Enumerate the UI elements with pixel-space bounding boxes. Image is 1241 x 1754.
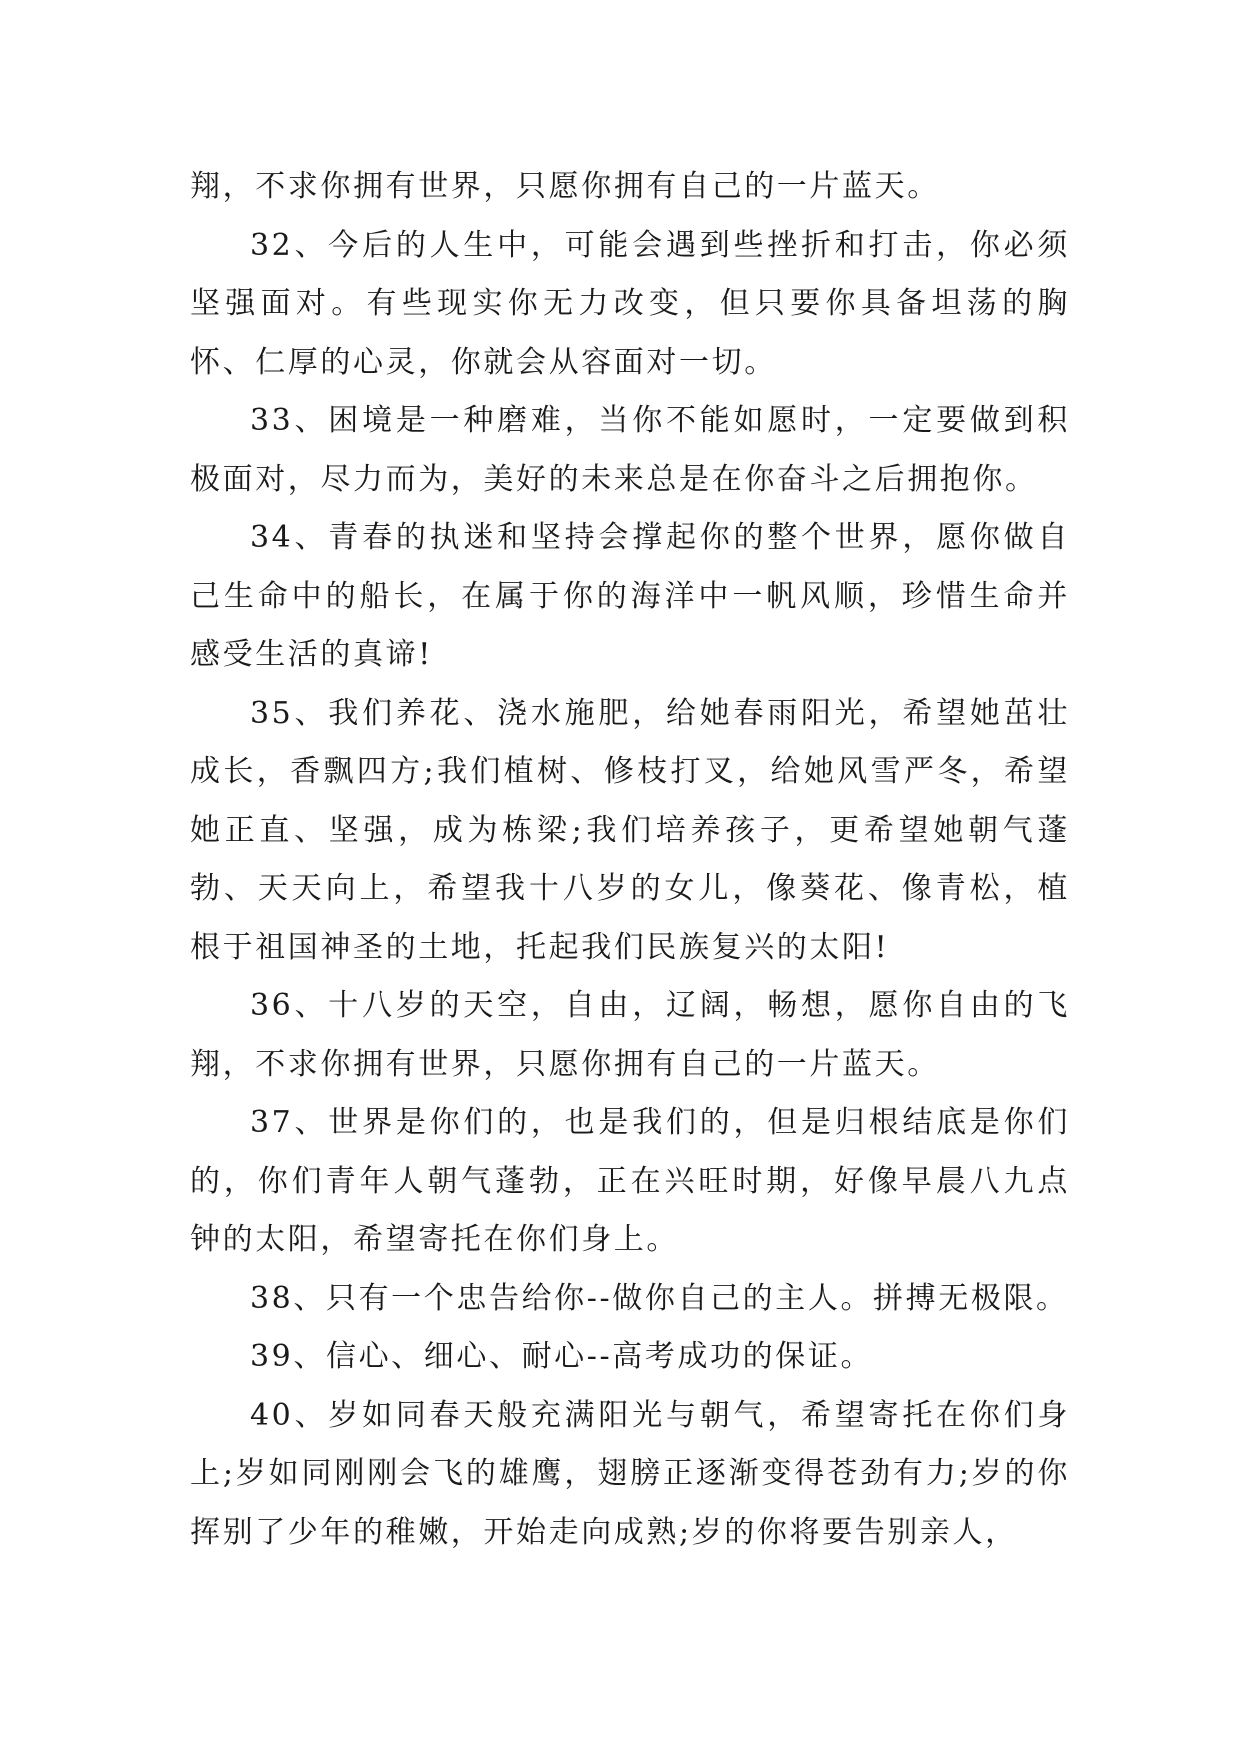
- document-body: [190, 158, 1070, 1562]
- paragraph-continuation: 翔，不求你拥有世界，只愿你拥有自己的一片蓝天。: [190, 169, 940, 204]
- paragraph-40: 40、岁如同春天般充满阳光与朝气，希望寄托在你们身上;岁如同刚刚会飞的雄鹰，翅膀正逐渐变得苍劲有力;岁的你挥别了少年的稚嫩，开始走向成熟;岁的你将要告别亲人，: [190, 1397, 1070, 1550]
- paragraph-36: 36、十八岁的天空，自由，辽阔，畅想，愿你自由的飞翔，不求你拥有世界，只愿你拥有自己的一片蓝天。: [190, 988, 1070, 1082]
- paragraph-33: 33、困境是一种磨难，当你不能如愿时，一定要做到积极面对，尽力而为，美好的未来总是在你奋斗之后拥抱你。: [190, 403, 1070, 497]
- paragraph-38: 38、只有一个忠告给你--做你自己的主人。拼搏无极限。: [250, 1280, 1069, 1316]
- paragraph-35: 35、我们养花、浇水施肥，给她春雨阳光，希望她茁壮成长，香飘四方;我们植树、修枝打叉，给她风雪严冬，希望她正直、坚强，成为栋梁;我们培养孩子，更希望她朝气蓬勃、天天向上，希望我十八岁的女儿，像葵花、像青松，植根于祖国神圣的土地，托起我们民族复兴的太阳!: [190, 695, 1070, 965]
- paragraph-32: 32、今后的人生中，可能会遇到些挫折和打击，你必须坚强面对。有些现实你无力改变，但只要你具备坦荡的胸怀、仁厚的心灵，你就会从容面对一切。: [190, 227, 1070, 380]
- paragraph-39: 39、信心、细心、耐心--高考成功的保证。: [250, 1339, 874, 1374]
- paragraph-34: 34、青春的执迷和坚持会撑起你的整个世界，愿你做自己生命中的船长，在属于你的海洋中一帆风顺，珍惜生命并感受生活的真谛!: [190, 520, 1070, 672]
- paragraph-37: 37、世界是你们的，也是我们的，但是归根结底是你们的，你们青年人朝气蓬勃，正在兴旺时期，好像早晨八九点钟的太阳，希望寄托在你们身上。: [190, 1105, 1070, 1257]
